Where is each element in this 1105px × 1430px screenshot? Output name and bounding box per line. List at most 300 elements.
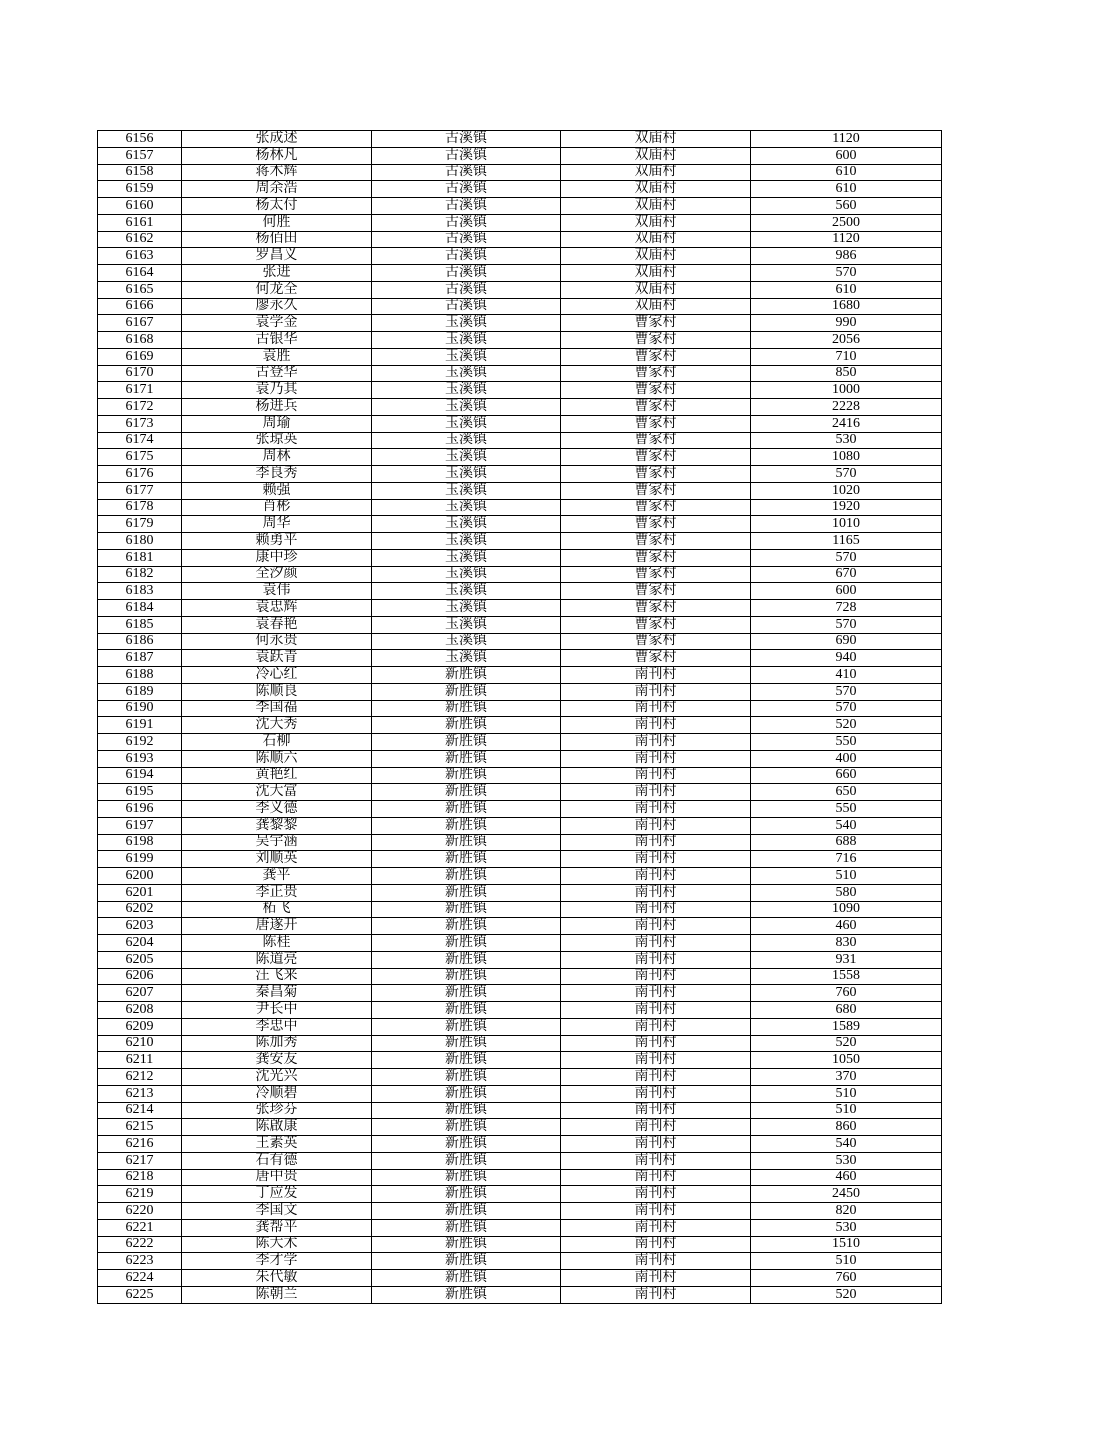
name-cell: 陈顺良 — [182, 683, 372, 700]
table-row — [98, 834, 942, 851]
town-cell: 玉溪镇 — [372, 499, 561, 516]
row-number-cell: 6170 — [98, 365, 182, 382]
amount-cell: 688 — [751, 834, 942, 851]
amount-cell: 2416 — [751, 415, 942, 432]
table-row — [98, 801, 942, 818]
amount-cell: 540 — [751, 817, 942, 834]
row-number-cell: 6210 — [98, 1035, 182, 1052]
town-cell: 玉溪镇 — [372, 482, 561, 499]
village-cell: 南刊村 — [561, 868, 751, 885]
village-cell: 曹家村 — [561, 583, 751, 600]
name-cell: 袁胜 — [182, 348, 372, 365]
amount-cell: 520 — [751, 1286, 942, 1303]
village-cell: 曹家村 — [561, 466, 751, 483]
town-cell: 玉溪镇 — [372, 516, 561, 533]
row-number-cell: 6205 — [98, 951, 182, 968]
row-number-cell: 6217 — [98, 1152, 182, 1169]
town-cell: 新胜镇 — [372, 901, 561, 918]
amount-cell: 830 — [751, 935, 942, 952]
row-number-cell: 6214 — [98, 1102, 182, 1119]
name-cell: 张珍芬 — [182, 1102, 372, 1119]
town-cell: 新胜镇 — [372, 1152, 561, 1169]
town-cell: 古溪镇 — [372, 181, 561, 198]
amount-cell: 1920 — [751, 499, 942, 516]
table-row — [98, 750, 942, 767]
table-row — [98, 1253, 942, 1270]
table-row — [98, 164, 942, 181]
table-row — [98, 1069, 942, 1086]
village-cell: 曹家村 — [561, 566, 751, 583]
amount-cell: 560 — [751, 198, 942, 215]
town-cell: 玉溪镇 — [372, 399, 561, 416]
village-cell: 南刊村 — [561, 817, 751, 834]
amount-cell: 1589 — [751, 1018, 942, 1035]
name-cell: 李国文 — [182, 1203, 372, 1220]
table-row — [98, 1085, 942, 1102]
name-cell: 丁应发 — [182, 1186, 372, 1203]
row-number-cell: 6185 — [98, 616, 182, 633]
row-number-cell: 6200 — [98, 868, 182, 885]
town-cell: 新胜镇 — [372, 1102, 561, 1119]
table-row — [98, 583, 942, 600]
table-row — [98, 968, 942, 985]
name-cell: 周余浩 — [182, 181, 372, 198]
name-cell: 袁学金 — [182, 315, 372, 332]
village-cell: 曹家村 — [561, 633, 751, 650]
town-cell: 玉溪镇 — [372, 382, 561, 399]
town-cell: 古溪镇 — [372, 164, 561, 181]
amount-cell: 580 — [751, 884, 942, 901]
village-cell: 南刊村 — [561, 683, 751, 700]
row-number-cell: 6199 — [98, 851, 182, 868]
row-number-cell: 6206 — [98, 968, 182, 985]
row-number-cell: 6192 — [98, 734, 182, 751]
village-cell: 南刊村 — [561, 700, 751, 717]
row-number-cell: 6198 — [98, 834, 182, 851]
table-row — [98, 566, 942, 583]
name-cell: 李忠中 — [182, 1018, 372, 1035]
village-cell: 南刊村 — [561, 1286, 751, 1303]
row-number-cell: 6180 — [98, 533, 182, 550]
row-number-cell: 6224 — [98, 1270, 182, 1287]
table-row — [98, 650, 942, 667]
name-cell: 蒋木辉 — [182, 164, 372, 181]
name-cell: 李才学 — [182, 1253, 372, 1270]
name-cell: 龚帮平 — [182, 1219, 372, 1236]
row-number-cell: 6190 — [98, 700, 182, 717]
name-cell: 李义德 — [182, 801, 372, 818]
village-cell: 双庙村 — [561, 214, 751, 231]
table-row — [98, 918, 942, 935]
village-cell: 曹家村 — [561, 482, 751, 499]
table-row — [98, 449, 942, 466]
table-row — [98, 332, 942, 349]
name-cell: 康中珍 — [182, 549, 372, 566]
village-cell: 南刊村 — [561, 734, 751, 751]
amount-cell: 660 — [751, 767, 942, 784]
town-cell: 新胜镇 — [372, 1270, 561, 1287]
amount-cell: 510 — [751, 868, 942, 885]
table-row — [98, 281, 942, 298]
table-row — [98, 348, 942, 365]
village-cell: 曹家村 — [561, 332, 751, 349]
name-cell: 杨进兵 — [182, 399, 372, 416]
town-cell: 新胜镇 — [372, 750, 561, 767]
row-number-cell: 6158 — [98, 164, 182, 181]
village-cell: 曹家村 — [561, 315, 751, 332]
amount-cell: 716 — [751, 851, 942, 868]
name-cell: 杨太付 — [182, 198, 372, 215]
town-cell: 新胜镇 — [372, 1018, 561, 1035]
name-cell: 杨林凡 — [182, 147, 372, 164]
table-row — [98, 214, 942, 231]
row-number-cell: 6197 — [98, 817, 182, 834]
village-cell: 曹家村 — [561, 365, 751, 382]
name-cell: 唐遂开 — [182, 918, 372, 935]
table-row — [98, 298, 942, 315]
town-cell: 玉溪镇 — [372, 600, 561, 617]
table-row — [98, 198, 942, 215]
row-number-cell: 6189 — [98, 683, 182, 700]
village-cell: 曹家村 — [561, 499, 751, 516]
town-cell: 新胜镇 — [372, 868, 561, 885]
row-number-cell: 6163 — [98, 248, 182, 265]
row-number-cell: 6183 — [98, 583, 182, 600]
row-number-cell: 6216 — [98, 1136, 182, 1153]
amount-cell: 600 — [751, 147, 942, 164]
table-row — [98, 516, 942, 533]
row-number-cell: 6182 — [98, 566, 182, 583]
name-cell: 张进 — [182, 265, 372, 282]
table-row — [98, 667, 942, 684]
row-number-cell: 6173 — [98, 415, 182, 432]
row-number-cell: 6222 — [98, 1236, 182, 1253]
town-cell: 新胜镇 — [372, 1119, 561, 1136]
amount-cell: 510 — [751, 1253, 942, 1270]
row-number-cell: 6208 — [98, 1002, 182, 1019]
table-row — [98, 817, 942, 834]
table-row — [98, 1035, 942, 1052]
amount-cell: 1020 — [751, 482, 942, 499]
village-cell: 双庙村 — [561, 281, 751, 298]
name-cell: 古银华 — [182, 332, 372, 349]
table-row — [98, 1169, 942, 1186]
name-cell: 李良秀 — [182, 466, 372, 483]
village-cell: 南刊村 — [561, 951, 751, 968]
row-number-cell: 6157 — [98, 147, 182, 164]
name-cell: 罗昌义 — [182, 248, 372, 265]
amount-cell: 940 — [751, 650, 942, 667]
amount-cell: 1558 — [751, 968, 942, 985]
name-cell: 何永贵 — [182, 633, 372, 650]
table-row — [98, 734, 942, 751]
village-cell: 南刊村 — [561, 834, 751, 851]
table-row — [98, 985, 942, 1002]
amount-cell: 610 — [751, 281, 942, 298]
amount-cell: 520 — [751, 717, 942, 734]
row-number-cell: 6195 — [98, 784, 182, 801]
row-number-cell: 6203 — [98, 918, 182, 935]
row-number-cell: 6211 — [98, 1052, 182, 1069]
table-row — [98, 1270, 942, 1287]
village-cell: 南刊村 — [561, 1169, 751, 1186]
town-cell: 新胜镇 — [372, 834, 561, 851]
table-row — [98, 767, 942, 784]
town-cell: 新胜镇 — [372, 968, 561, 985]
town-cell: 玉溪镇 — [372, 332, 561, 349]
row-number-cell: 6218 — [98, 1169, 182, 1186]
name-cell: 陈桂 — [182, 935, 372, 952]
row-number-cell: 6201 — [98, 884, 182, 901]
row-number-cell: 6161 — [98, 214, 182, 231]
name-cell: 刘顺英 — [182, 851, 372, 868]
amount-cell: 670 — [751, 566, 942, 583]
amount-cell: 610 — [751, 181, 942, 198]
town-cell: 新胜镇 — [372, 801, 561, 818]
amount-cell: 1120 — [751, 231, 942, 248]
name-cell: 石柳 — [182, 734, 372, 751]
table-row — [98, 633, 942, 650]
row-number-cell: 6178 — [98, 499, 182, 516]
village-cell: 南刊村 — [561, 1035, 751, 1052]
table-row — [98, 935, 942, 952]
table-row — [98, 181, 942, 198]
amount-cell: 860 — [751, 1119, 942, 1136]
town-cell: 古溪镇 — [372, 231, 561, 248]
row-number-cell: 6191 — [98, 717, 182, 734]
town-cell: 玉溪镇 — [372, 432, 561, 449]
table-row — [98, 1136, 942, 1153]
town-cell: 新胜镇 — [372, 1253, 561, 1270]
village-cell: 南刊村 — [561, 1253, 751, 1270]
amount-cell: 570 — [751, 265, 942, 282]
amount-cell: 400 — [751, 750, 942, 767]
town-cell: 新胜镇 — [372, 985, 561, 1002]
village-cell: 曹家村 — [561, 533, 751, 550]
row-number-cell: 6156 — [98, 131, 182, 148]
table-row — [98, 1102, 942, 1119]
amount-cell: 1090 — [751, 901, 942, 918]
town-cell: 新胜镇 — [372, 1069, 561, 1086]
village-cell: 南刊村 — [561, 1069, 751, 1086]
table-body — [98, 131, 942, 1304]
amount-cell: 710 — [751, 348, 942, 365]
name-cell: 袁忠辉 — [182, 600, 372, 617]
amount-cell: 2450 — [751, 1186, 942, 1203]
amount-cell: 370 — [751, 1069, 942, 1086]
row-number-cell: 6184 — [98, 600, 182, 617]
village-cell: 曹家村 — [561, 600, 751, 617]
village-cell: 南刊村 — [561, 1186, 751, 1203]
row-number-cell: 6209 — [98, 1018, 182, 1035]
town-cell: 新胜镇 — [372, 1169, 561, 1186]
name-cell: 陈顺六 — [182, 750, 372, 767]
row-number-cell: 6187 — [98, 650, 182, 667]
town-cell: 新胜镇 — [372, 1286, 561, 1303]
row-number-cell: 6207 — [98, 985, 182, 1002]
table-row — [98, 549, 942, 566]
amount-cell: 540 — [751, 1136, 942, 1153]
name-cell: 陈朝兰 — [182, 1286, 372, 1303]
town-cell: 新胜镇 — [372, 918, 561, 935]
town-cell: 玉溪镇 — [372, 566, 561, 583]
name-cell: 周华 — [182, 516, 372, 533]
name-cell: 陈大术 — [182, 1236, 372, 1253]
town-cell: 玉溪镇 — [372, 533, 561, 550]
town-cell: 新胜镇 — [372, 1035, 561, 1052]
amount-cell: 510 — [751, 1102, 942, 1119]
row-number-cell: 6188 — [98, 667, 182, 684]
name-cell: 王素英 — [182, 1136, 372, 1153]
row-number-cell: 6220 — [98, 1203, 182, 1220]
row-number-cell: 6204 — [98, 935, 182, 952]
town-cell: 新胜镇 — [372, 1236, 561, 1253]
name-cell: 龚安友 — [182, 1052, 372, 1069]
row-number-cell: 6166 — [98, 298, 182, 315]
town-cell: 玉溪镇 — [372, 583, 561, 600]
name-cell: 陈加秀 — [182, 1035, 372, 1052]
town-cell: 新胜镇 — [372, 851, 561, 868]
amount-cell: 2056 — [751, 332, 942, 349]
amount-cell: 550 — [751, 801, 942, 818]
amount-cell: 570 — [751, 466, 942, 483]
table-row — [98, 683, 942, 700]
table-row — [98, 265, 942, 282]
table-row — [98, 884, 942, 901]
row-number-cell: 6181 — [98, 549, 182, 566]
name-cell: 汪飞来 — [182, 968, 372, 985]
village-cell: 双庙村 — [561, 231, 751, 248]
town-cell: 古溪镇 — [372, 214, 561, 231]
table-row — [98, 499, 942, 516]
village-cell: 南刊村 — [561, 1236, 751, 1253]
amount-cell: 460 — [751, 918, 942, 935]
row-number-cell: 6177 — [98, 482, 182, 499]
amount-cell: 650 — [751, 784, 942, 801]
town-cell: 古溪镇 — [372, 248, 561, 265]
table-row — [98, 600, 942, 617]
village-cell: 曹家村 — [561, 432, 751, 449]
town-cell: 新胜镇 — [372, 767, 561, 784]
town-cell: 古溪镇 — [372, 265, 561, 282]
town-cell: 新胜镇 — [372, 1002, 561, 1019]
row-number-cell: 6175 — [98, 449, 182, 466]
row-number-cell: 6164 — [98, 265, 182, 282]
name-cell: 袁春艳 — [182, 616, 372, 633]
town-cell: 新胜镇 — [372, 817, 561, 834]
town-cell: 新胜镇 — [372, 935, 561, 952]
row-number-cell: 6171 — [98, 382, 182, 399]
row-number-cell: 6179 — [98, 516, 182, 533]
row-number-cell: 6225 — [98, 1286, 182, 1303]
row-number-cell: 6168 — [98, 332, 182, 349]
amount-cell: 931 — [751, 951, 942, 968]
town-cell: 新胜镇 — [372, 667, 561, 684]
row-number-cell: 6159 — [98, 181, 182, 198]
name-cell: 李国福 — [182, 700, 372, 717]
amount-cell: 570 — [751, 549, 942, 566]
town-cell: 新胜镇 — [372, 884, 561, 901]
village-cell: 南刊村 — [561, 767, 751, 784]
name-cell: 秦昌菊 — [182, 985, 372, 1002]
table-row — [98, 231, 942, 248]
amount-cell: 986 — [751, 248, 942, 265]
town-cell: 玉溪镇 — [372, 616, 561, 633]
amount-cell: 1000 — [751, 382, 942, 399]
name-cell: 袁伟 — [182, 583, 372, 600]
table-row — [98, 1236, 942, 1253]
name-cell: 冷顺碧 — [182, 1085, 372, 1102]
name-cell: 唐中贵 — [182, 1169, 372, 1186]
amount-cell: 820 — [751, 1203, 942, 1220]
name-cell: 陈道亮 — [182, 951, 372, 968]
table-row — [98, 147, 942, 164]
town-cell: 玉溪镇 — [372, 348, 561, 365]
town-cell: 玉溪镇 — [372, 415, 561, 432]
village-cell: 南刊村 — [561, 1052, 751, 1069]
amount-cell: 460 — [751, 1169, 942, 1186]
town-cell: 玉溪镇 — [372, 633, 561, 650]
amount-cell: 510 — [751, 1085, 942, 1102]
name-cell: 张成述 — [182, 131, 372, 148]
row-number-cell: 6165 — [98, 281, 182, 298]
village-cell: 南刊村 — [561, 1136, 751, 1153]
amount-cell: 550 — [751, 734, 942, 751]
table-row — [98, 951, 942, 968]
village-cell: 曹家村 — [561, 382, 751, 399]
amount-cell: 1680 — [751, 298, 942, 315]
amount-cell: 850 — [751, 365, 942, 382]
village-cell: 南刊村 — [561, 935, 751, 952]
row-number-cell: 6223 — [98, 1253, 182, 1270]
town-cell: 新胜镇 — [372, 1186, 561, 1203]
village-cell: 曹家村 — [561, 415, 751, 432]
name-cell: 周林 — [182, 449, 372, 466]
table-row — [98, 851, 942, 868]
town-cell: 新胜镇 — [372, 1203, 561, 1220]
name-cell: 黄艳红 — [182, 767, 372, 784]
row-number-cell: 6167 — [98, 315, 182, 332]
town-cell: 玉溪镇 — [372, 650, 561, 667]
village-cell: 曹家村 — [561, 549, 751, 566]
name-cell: 廖永久 — [182, 298, 372, 315]
amount-cell: 1165 — [751, 533, 942, 550]
amount-cell: 570 — [751, 683, 942, 700]
name-cell: 肖彬 — [182, 499, 372, 516]
town-cell: 古溪镇 — [372, 281, 561, 298]
row-number-cell: 6219 — [98, 1186, 182, 1203]
row-number-cell: 6172 — [98, 399, 182, 416]
name-cell: 柘飞 — [182, 901, 372, 918]
village-cell: 南刊村 — [561, 1270, 751, 1287]
row-number-cell: 6160 — [98, 198, 182, 215]
amount-cell: 690 — [751, 633, 942, 650]
name-cell: 周瑜 — [182, 415, 372, 432]
row-number-cell: 6174 — [98, 432, 182, 449]
village-cell: 双庙村 — [561, 131, 751, 148]
table-row — [98, 131, 942, 148]
table-row — [98, 901, 942, 918]
row-number-cell: 6221 — [98, 1219, 182, 1236]
table-row — [98, 616, 942, 633]
row-number-cell: 6176 — [98, 466, 182, 483]
row-number-cell: 6186 — [98, 633, 182, 650]
village-cell: 南刊村 — [561, 985, 751, 1002]
amount-cell: 610 — [751, 164, 942, 181]
name-cell: 朱代敏 — [182, 1270, 372, 1287]
name-cell: 全汐颜 — [182, 566, 372, 583]
row-number-cell: 6215 — [98, 1119, 182, 1136]
